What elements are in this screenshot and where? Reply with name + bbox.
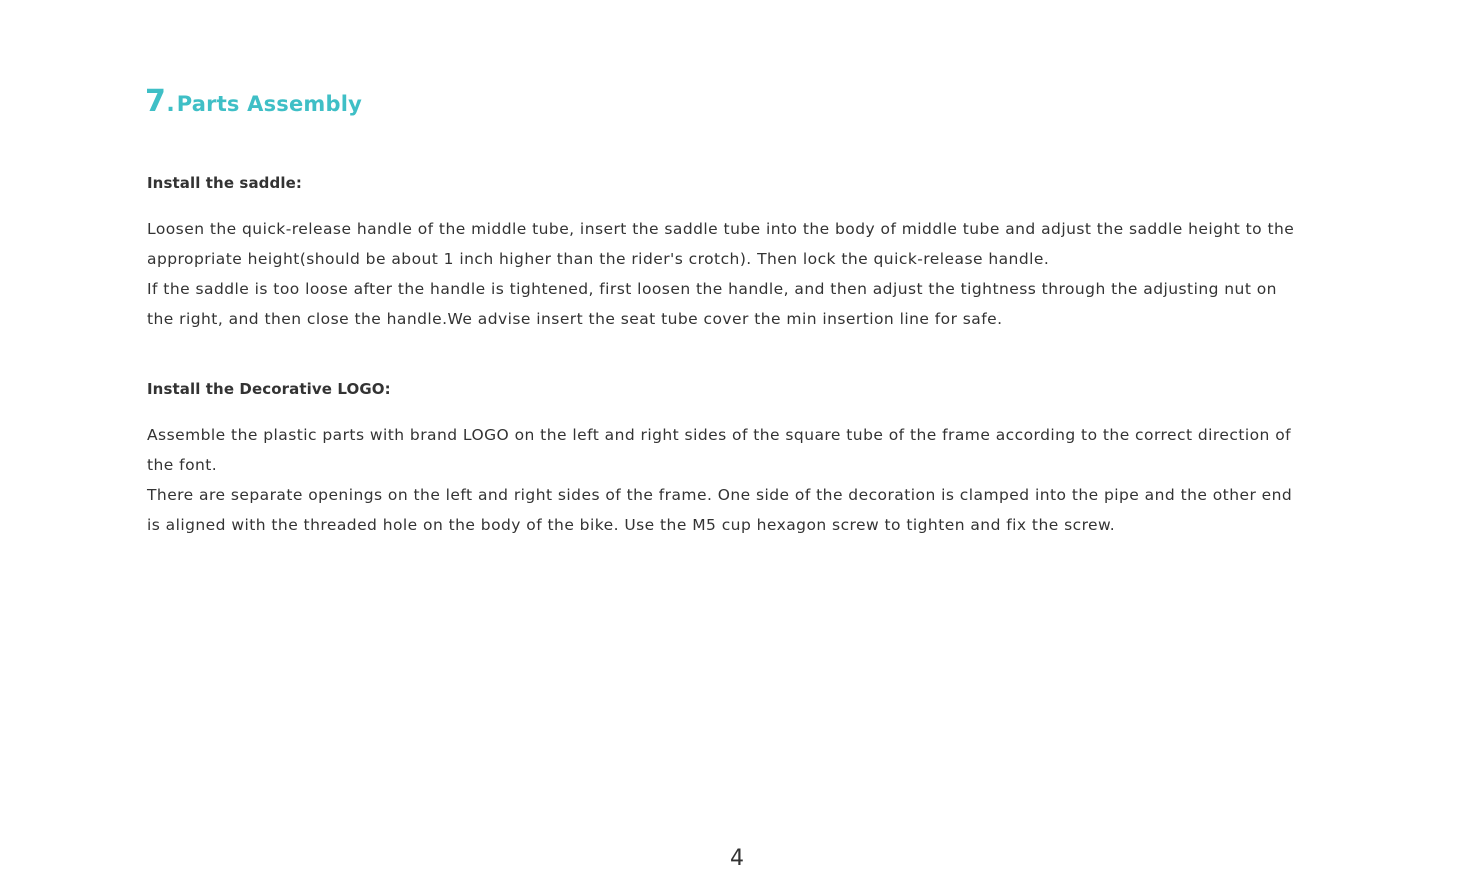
page-number: 4 <box>730 846 744 871</box>
logo-paragraph-2: There are separate openings on the left and right sides of the frame. One side of the decoration is clamped into the pipe and the other end is aligned with the threaded hole on the body of the bike. Use the M5 cup hexagon screw to tighten and fix the screw. <box>147 486 1293 534</box>
logo-paragraph-1: Assemble the plastic parts with brand LOGO on the left and right sides of the square tube of the frame according to the correct direction of the font. <box>147 426 1292 474</box>
logo-instructions <box>147 420 1307 540</box>
saddle-paragraph-1: Loosen the quick-release handle of the middle tube, insert the saddle tube into the body of middle tube and adjust the saddle height to the appropriate height(should be about 1 inch higher than the rider's crotch). Then lock the quick-release handle. <box>147 220 1295 268</box>
saddle-instructions <box>147 214 1307 334</box>
saddle-heading: Install the saddle: <box>147 174 302 192</box>
section-number-dot: . <box>166 92 175 117</box>
section-title-text: Parts Assembly <box>176 92 363 116</box>
section-title <box>145 84 362 119</box>
saddle-paragraph-2: If the saddle is too loose after the handle is tightened, first loosen the handle, and then adjust the tightness through the adjusting nut on the right, and then close the handle.We advise insert the seat tube cover the min insertion line for safe. <box>147 280 1277 328</box>
logo-heading: Install the Decorative LOGO: <box>147 380 391 398</box>
section-number: 7 <box>145 84 167 119</box>
